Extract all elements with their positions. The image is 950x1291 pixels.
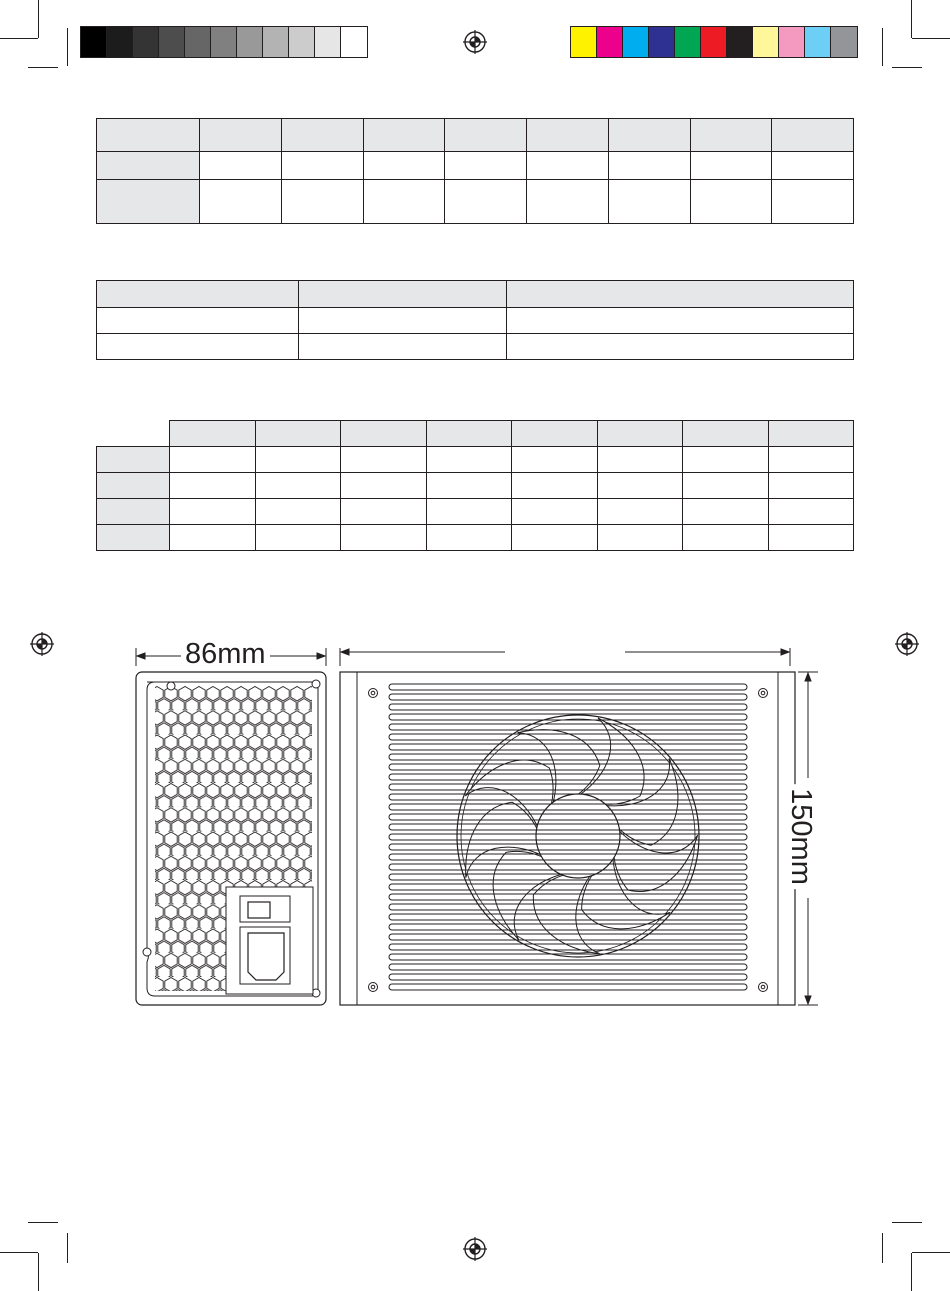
width-dimension-label: 86mm — [181, 640, 270, 669]
height-dimension-label: 150mm — [786, 784, 815, 889]
psu-rear-panel — [136, 672, 326, 1005]
psu-fan-side — [340, 672, 795, 1005]
power-switch-icon — [248, 902, 270, 918]
length-dimension-line — [340, 648, 790, 666]
ac-inlet-icon — [248, 933, 284, 980]
